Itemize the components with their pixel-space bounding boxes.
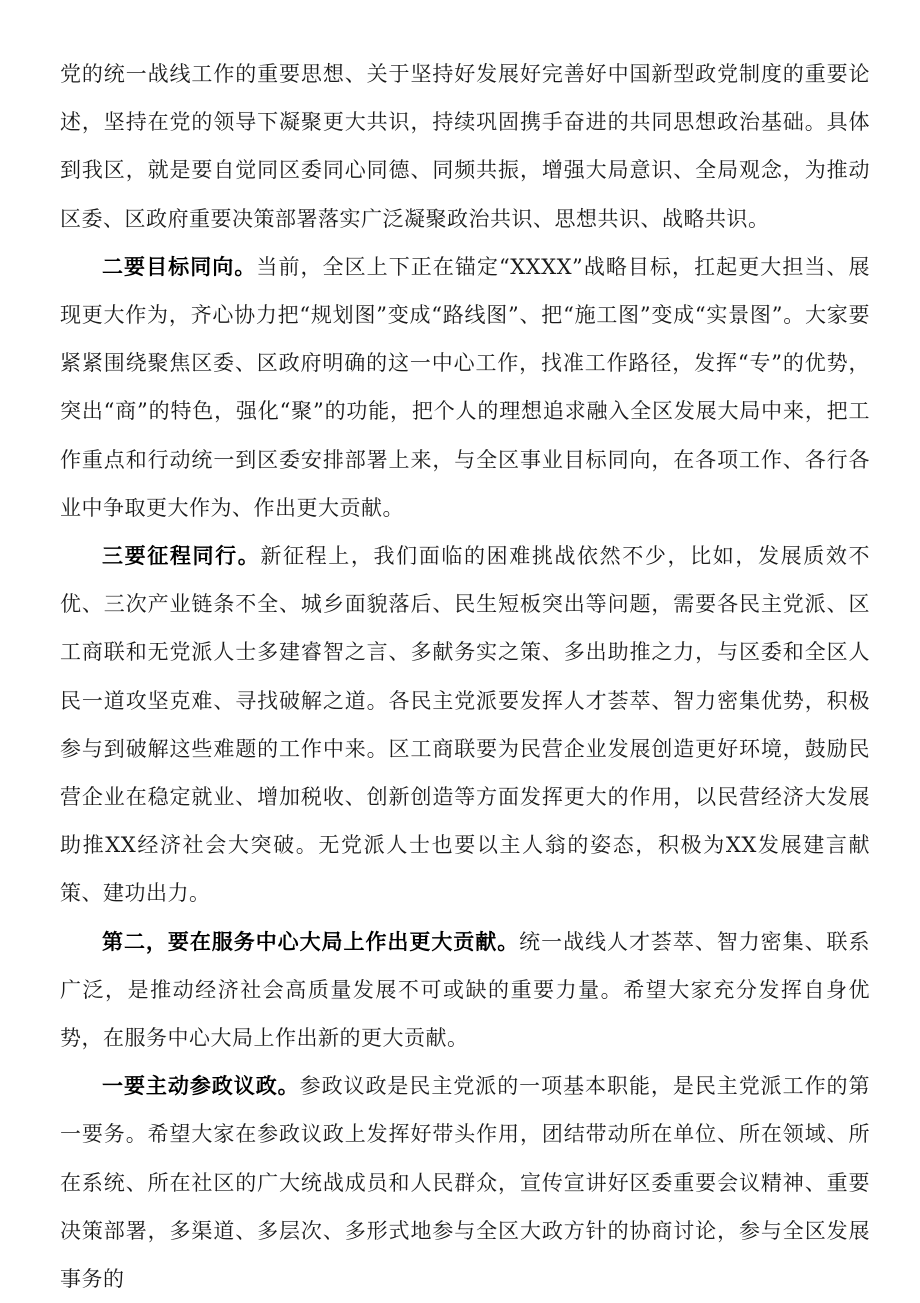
paragraph-heading: 二要目标同向。 xyxy=(102,253,257,279)
paragraph-heading: 第二，要在服务中心大局上作出更大贡献。 xyxy=(102,928,520,954)
paragraph-participate-politics xyxy=(60,1062,870,1303)
paragraph-section-two xyxy=(60,918,870,1063)
paragraph-goal-alignment xyxy=(60,243,870,532)
paragraph-continuation xyxy=(60,50,870,243)
paragraph-body: 新征程上，我们面临的困难挑战依然不少，比如，发展质效不优、三次产业链条不全、城乡面貌落后、民生短板突出等问题，需要各民主党派、区工商联和无党派人士多建睿智之言、多献务实之策、多出助推之力，与区委和全区人民一道攻坚克难、寻找破解之道。各民主党派要发挥人才荟萃、智力密集优势，积极参与到破解这些难题的工作中来。区工商联要为民营企业发展创造更好环境，鼓励民营企业在稳定就业、增加税收、创新创造等方面发挥更大的作用，以民营经济大发展助推XX经济社会大突破。无党派人士也要以主人翁的姿态，积极为XX发展建言献策、建功出力。 xyxy=(60,544,871,906)
paragraph-body: 当前，全区上下正在锚定“XXXX”战略目标，扛起更大担当、展现更大作为，齐心协力把“规划图”变成“路线图”、把“施工图”变成“实景图”。大家要紧紧围绕聚焦区委、区政府明确的这一中心工作，找准工作路径，发挥“专”的优势，突出“商”的特色，强化“聚”的功能，把个人的理想追求融入全区发展大局中来，把工作重点和行动统一到区委安排部署上来，与全区事业目标同向，在各项工作、各行各业中争取更大作为、作出更大贡献。 xyxy=(60,254,870,520)
paragraph-journey-together xyxy=(60,532,870,918)
document-page xyxy=(60,50,870,1303)
paragraph-body: 参政议政是民主党派的一项基本职能，是民主党派工作的第一要务。希望大家在参政议政上发挥好带头作用，团结带动所在单位、所在领域、所在系统、所在社区的广大统战成员和人民群众，宣传宣讲好区委重要会议精神、重要决策部署，多渠道、多层次、多形式地参与全区大政方针的协商讨论，参与全区发展事务的 xyxy=(60,1074,871,1292)
paragraph-heading: 一要主动参政议政。 xyxy=(102,1073,300,1099)
paragraph-heading: 三要征程同行。 xyxy=(102,543,261,569)
paragraph-body: 统一战线人才荟萃、智力密集、联系广泛，是推动经济社会高质量发展不可或缺的重要力量。希望大家充分发挥自身优势，在服务中心大局上作出新的更大贡献。 xyxy=(60,929,871,1051)
paragraph-body: 党的统一战线工作的重要思想、关于坚持好发展好完善好中国新型政党制度的重要论述，坚持在党的领导下凝聚更大共识，持续巩固携手奋进的共同思想政治基础。具体到我区，就是要自觉同区委同心同德、同频共振，增强大局意识、全局观念，为推动区委、区政府重要决策部署落实广泛凝聚政治共识、思想共识、战略共识。 xyxy=(60,62,870,231)
